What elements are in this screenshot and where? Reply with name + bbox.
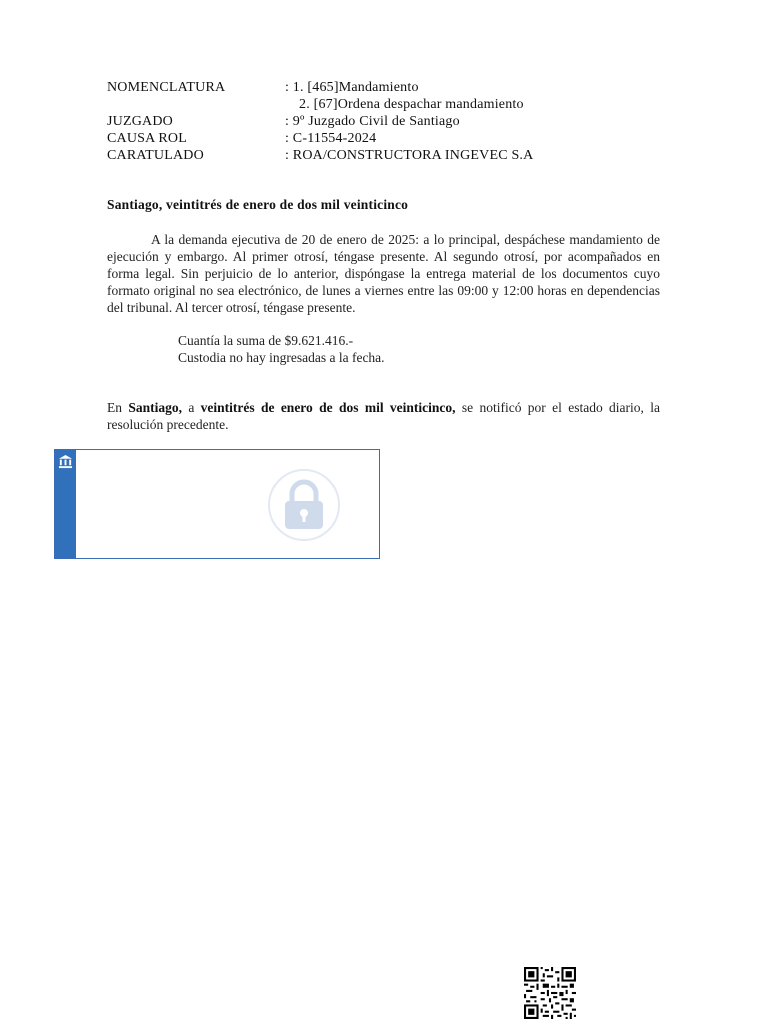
causa-rol-label: CAUSA ROL: [107, 131, 187, 146]
nomenclatura-label: NOMENCLATURA: [107, 80, 226, 95]
lock-icon: [267, 468, 341, 542]
nomenclatura-value-1: : 1. [465]Mandamiento: [285, 80, 419, 95]
notification-date: veintitrés de enero de dos mil veinticinco,: [200, 400, 456, 415]
juzgado-value: : 9º Juzgado Civil de Santiago: [285, 114, 460, 129]
notification-place: Santiago,: [128, 400, 182, 415]
resolution-body: [107, 231, 660, 316]
signature-accent-bar: [55, 450, 76, 558]
custodia-line: Custodia no hay ingresadas a la fecha.: [178, 350, 385, 365]
resolution-date: Santiago, veintitrés de enero de dos mil veinticinco: [107, 197, 409, 212]
juzgado-label: JUZGADO: [107, 114, 173, 129]
courthouse-icon: [58, 454, 73, 469]
qr-code: [524, 967, 576, 1019]
notification-connector: a: [181, 400, 201, 415]
notification-paragraph: [107, 399, 660, 433]
causa-rol-value: : C-11554-2024: [285, 131, 377, 146]
cuantia-line: Cuantía la suma de $9.621.416.-: [178, 333, 354, 348]
resolution-paragraph: A la demanda ejecutiva de 20 de enero de 2025: a lo principal, despáchese mandamiento de ejecución y embargo. Al primer otrosí, téngase presente. Al segundo otrosí, por acompañados en forma legal. Sin perjuicio de lo anterior, dispóngase la entrega material de los documentos cuyo formato original no sea electrónico, de lunes a viernes entre las 09:00 y 12:00 horas en dependencias del tribunal. Al tercer otrosí, téngase presente.: [107, 232, 660, 315]
caratulado-value: : ROA/CONSTRUCTORA INGEVEC S.A: [285, 148, 534, 163]
notification-suffix: se notificó por el estado diario, la resolución precedente.: [107, 400, 660, 432]
caratulado-label: CARATULADO: [107, 148, 204, 163]
notification-prefix: En: [107, 400, 129, 415]
nomenclatura-value-2: 2. [67]Ordena despachar mandamiento: [299, 97, 524, 112]
electronic-signature-box: [54, 449, 380, 559]
